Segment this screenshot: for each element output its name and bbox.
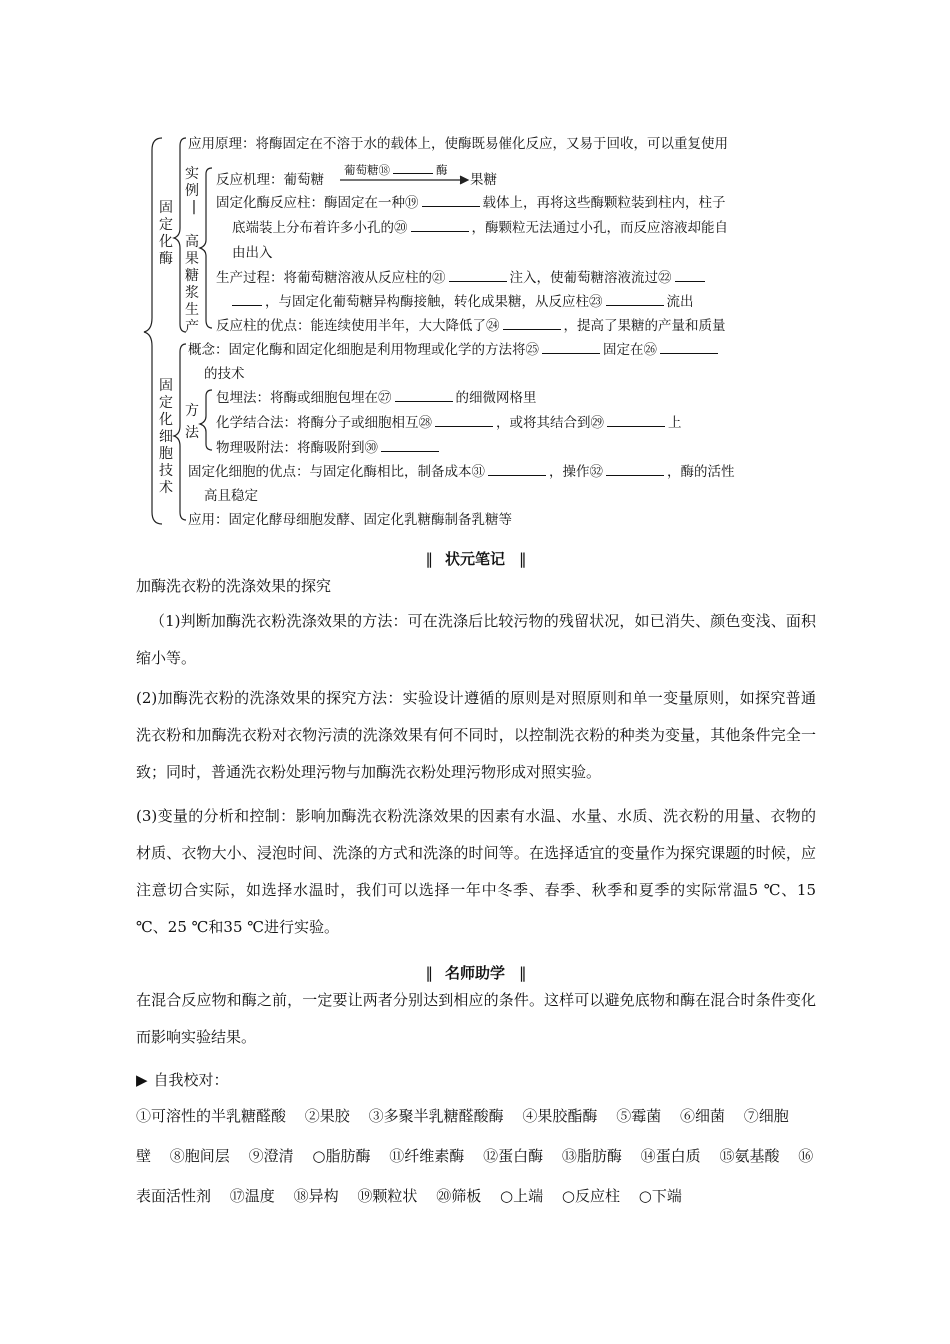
notes-paragraph-1: （1)判断加酶洗衣粉洗涤效果的方法：可在洗涤后比较污物的残留状况，如已消失、颜色变浅、面积缩小等。 (136, 612, 816, 667)
example-label: 实例 | (185, 166, 199, 215)
answer-item: ⑥细菌 (679, 1107, 725, 1125)
reactor-line-3: 由出入 (232, 245, 273, 261)
example-sub-label: 高果糖浆生产 (185, 234, 199, 335)
answer-item: ①可溶性的半乳糖醛酸 (136, 1107, 287, 1125)
answer-item: ⑫蛋白酶 (483, 1147, 544, 1165)
answers-title: ▶ 自我校对： (136, 1071, 229, 1089)
answer-item: ②果胶 (304, 1107, 350, 1125)
chem-line: 化学结合法：将酶分子或细胞相互㉘ ，或将其结合到㉙ 上 (216, 415, 682, 431)
answer-item: ⑯表面活性剂 (136, 1147, 814, 1205)
notes-paragraph-3: (3)变量的分析和控制：影响加酶洗衣粉洗涤效果的因素有水温、水量、水质、洗衣粉的用量、衣物的材质、衣物大小、浸泡时间、洗涤的方式和洗涤的时间等。在选择适宜的变量作为探究课题的时候，应注意切合实际，如选择水温时，我们可以选择一年中冬季、春季、秋季和夏季的实际常温5 ℃、15 ℃、25 ℃和35 ℃进行实验。 (136, 807, 816, 936)
reactor-line-1: 固定化酶反应柱：酶固定在一种⑲ 载体上，再将这些酶颗粒装到柱内，柱子 (216, 195, 726, 211)
principle-line: 应用原理：将酶固定在不溶于水的载体上，使酶既易催化反应，又易于回收，可以重复使用 (188, 136, 728, 152)
answers-list (136, 1096, 816, 1216)
answer-item: ⑨澄清 (248, 1147, 294, 1165)
phys-line: 物理吸附法：将酶吸附到㉚ (216, 438, 442, 458)
answer-item: ⑱异构 (293, 1187, 339, 1205)
answer-item: ⑰温度 (229, 1187, 275, 1205)
knowledge-diagram (0, 0, 950, 540)
mechanism-line: 反应机理：葡萄糖 (216, 172, 324, 188)
answer-item: ④果胶酯酶 (522, 1107, 598, 1125)
advantage-line: 反应柱的优点：能连续使用半年，大大降低了㉔ ，提高了果糖的产量和质量 (216, 318, 726, 334)
group1-label: 固定化酶 (159, 200, 173, 267)
cell-advantage-line-1: 固定化细胞的优点：与固定化酶相比，制备成本㉛ ，操作㉜ ，酶的活性 (188, 464, 735, 480)
section-title-tips: ‖ 名师助学 ‖ (425, 964, 525, 982)
answer-item: ⑬脂肪酶 (561, 1147, 622, 1165)
group2-label: 固定化细胞技术 (159, 378, 173, 496)
notes-heading: 加酶洗衣粉的洗涤效果的探究 (136, 577, 332, 595)
reactor-line-2: 底端装上分布着许多小孔的⑳ ，酶颗粒无法通过小孔，而反应溶液却能自 (232, 220, 728, 236)
concept-line-2: 的技术 (204, 366, 245, 382)
section-title-notes: ‖ 状元笔记 ‖ (425, 550, 525, 568)
answer-item: ○下端 (638, 1187, 682, 1205)
cell-advantage-line-2: 高且稳定 (204, 488, 258, 504)
answer-item: ⑭蛋白质 (640, 1147, 701, 1165)
answer-item: ⑳筛板 (436, 1187, 482, 1205)
application-line: 应用：固定化酵母细胞发酵、固定化乳糖酶制备乳糖等 (188, 512, 512, 528)
mechanism-top: 葡萄糖⑱ 酶 (344, 160, 448, 177)
process-line-2: ，与固定化葡萄糖异构酶接触，转化成果糖，从反应柱㉓ 流出 (232, 292, 694, 312)
answer-item: ⑤霉菌 (616, 1107, 662, 1125)
concept-line-1: 概念：固定化酶和固定化细胞是利用物理或化学的方法将㉕ 固定在㉖ (188, 340, 721, 360)
answer-item: ⑮氨基酸 (719, 1147, 780, 1165)
notes-paragraph-2: (2)加酶洗衣粉的洗涤效果的探究方法：实验设计遵循的原则是对照原则和单一变量原则，如探究普通洗衣粉和加酶洗衣粉对衣物污渍的洗涤效果有何不同时，以控制洗衣粉的种类为变量，其他条件完全一致；同时，普通洗衣粉处理污物与加酶洗衣粉处理污物形成对照实验。 (136, 689, 816, 781)
mechanism-product: 果糖 (470, 172, 497, 188)
answer-item: ⑦细胞壁 (136, 1107, 789, 1165)
tips-paragraph: 在混合反应物和酶之前，一定要让两者分别达到相应的条件。这样可以避免底物和酶在混合时条件变化而影响实验结果。 (136, 991, 816, 1046)
answer-item: ⑲颗粒状 (357, 1187, 418, 1205)
answer-item: ○上端 (499, 1187, 544, 1205)
answer-item: ○脂肪酶 (312, 1147, 371, 1165)
triangle-marker-icon: ▶ (136, 1071, 148, 1089)
answer-item: ⑧胞间层 (169, 1147, 230, 1165)
embed-line: 包埋法：将酶或细胞包埋在㉗ 的细微网格里 (216, 390, 537, 406)
answer-item: ○反应柱 (561, 1187, 620, 1205)
answer-item: ③多聚半乳糖醛酸酶 (368, 1107, 504, 1125)
process-line-1: 生产过程：将葡萄糖溶液从反应柱的㉑ 注入，使葡萄糖溶液流过㉒ (216, 268, 708, 288)
answer-item: ⑪纤维素酶 (389, 1147, 465, 1165)
methods-label: 方法 (185, 403, 199, 441)
